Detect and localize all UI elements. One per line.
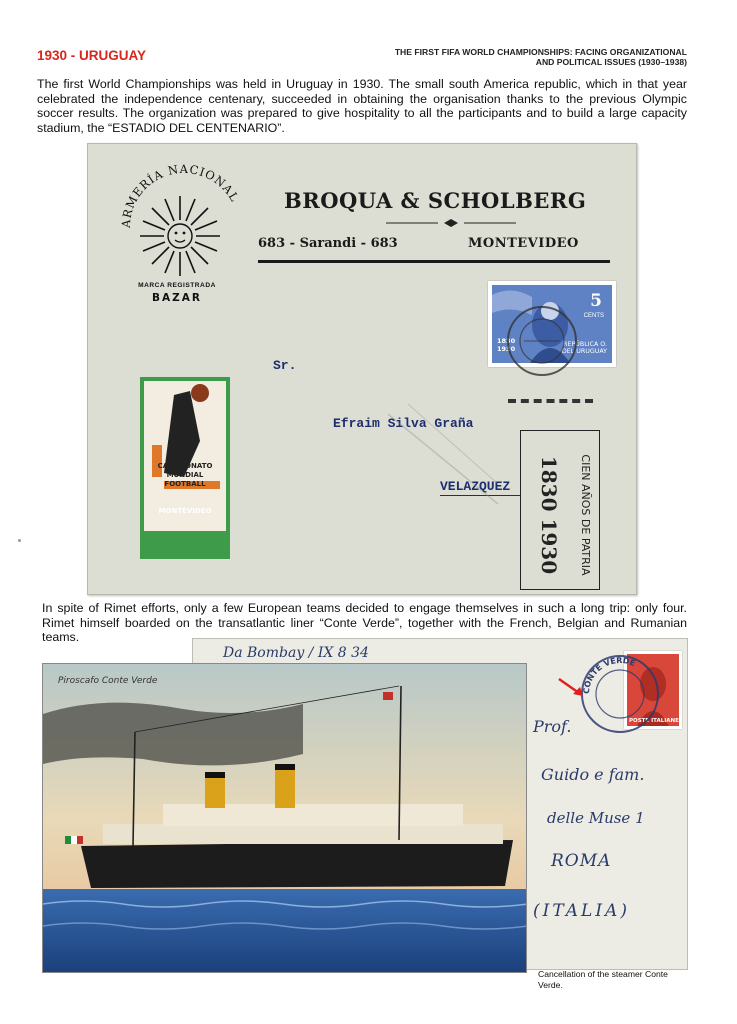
exhibit-title: THE FIRST FIFA WORLD CHAMPIONSHIPS: FACING ORGANIZATIONAL AND POLITICAL ISSUES (1930–1938) [394,47,687,67]
postmark-text: CONTE VERDE [581,655,637,695]
armeria-arc-text: ARMERÍA NACIONAL [118,161,242,229]
postmark-icon [502,301,582,381]
handwriting-line: ROMA [551,851,612,871]
stamp-value: 5 [590,291,602,311]
handwriting-line: (ITALIA) [533,901,630,921]
postcard-caption: Piroscafo Conte Verde [58,676,158,686]
salutation: Sr. [273,358,297,373]
section-title: 1930 - URUGUAY [37,48,147,63]
red-arrow-icon [557,675,587,699]
mid-paragraph: In spite of Rimet efforts, only a few European teams decided to engage themselves in such a long trip: only four. Rimet himself boarded on the transatlantic liner “Conte Verde”, together with the French, Belgian and Rumanian teams. [42,601,687,644]
bar-cancel [508,399,593,405]
handwriting-line: delle Muse 1 [547,809,645,827]
recipient-name: Efraim Silva Graña [333,416,474,431]
ship-illustration-icon [43,664,527,973]
vertical-cancel-sub: CIEN AÑOS DE PATRIA [579,454,592,576]
faint-handstamp-icon [378,394,511,514]
worldcup-label [140,377,230,559]
marca-registrada-text: MARCA REGISTRADA [138,282,216,289]
stamp-years: 1830 1930 [497,337,516,353]
handwriting-line: Prof. [533,717,572,736]
destination-city: VELAZQUEZ [440,479,511,494]
city-print: MONTEVIDEO [468,236,579,251]
envelope-cover [87,143,637,595]
worldcup-label-text: 1er CAMPEONATO MUNDIAL FOOTBALL MONTEVIDEO [157,453,213,515]
stamp-country: REPÚBLICA O. DEL URUGUAY [561,341,607,355]
stamp-label: POSTE ITALIANE [629,718,679,724]
ship-postmark-icon [577,651,663,737]
header-rule [258,260,610,263]
handwriting-line: Guido e fam. [541,765,645,784]
stamp-unit: CENTS [583,313,604,319]
firm-name: BROQUA & SCHOLBERG [284,188,587,213]
postcard-front [42,663,527,973]
bazar-text: BAZAR [152,292,202,304]
vertical-cancel-years: 1830 1930 [537,455,561,575]
ornament-rule-icon [386,218,516,228]
handwriting-line: Da Bombay / IX 8 34 [223,645,369,661]
vertical-cancel [520,430,600,590]
bottom-caption: Cancellation of the steamer Conte Verde. [538,969,668,990]
margin-dot [18,539,21,542]
intro-paragraph: The first World Championships was held in Uruguay in 1930. The small south America republic, which in that year celebrated the independence centenary, succeeded in obtaining the organisation thanks to the previous Olympic soccer results. The organization was prepared to give hospitality to all the participants and to build a large capacity stadium, the “ESTADIO DEL CENTENARIO”. [37,77,687,135]
street-address: 683 - Sarandi - 683 [258,236,398,251]
svg-text:CONTE VERDE [582,656,637,694]
